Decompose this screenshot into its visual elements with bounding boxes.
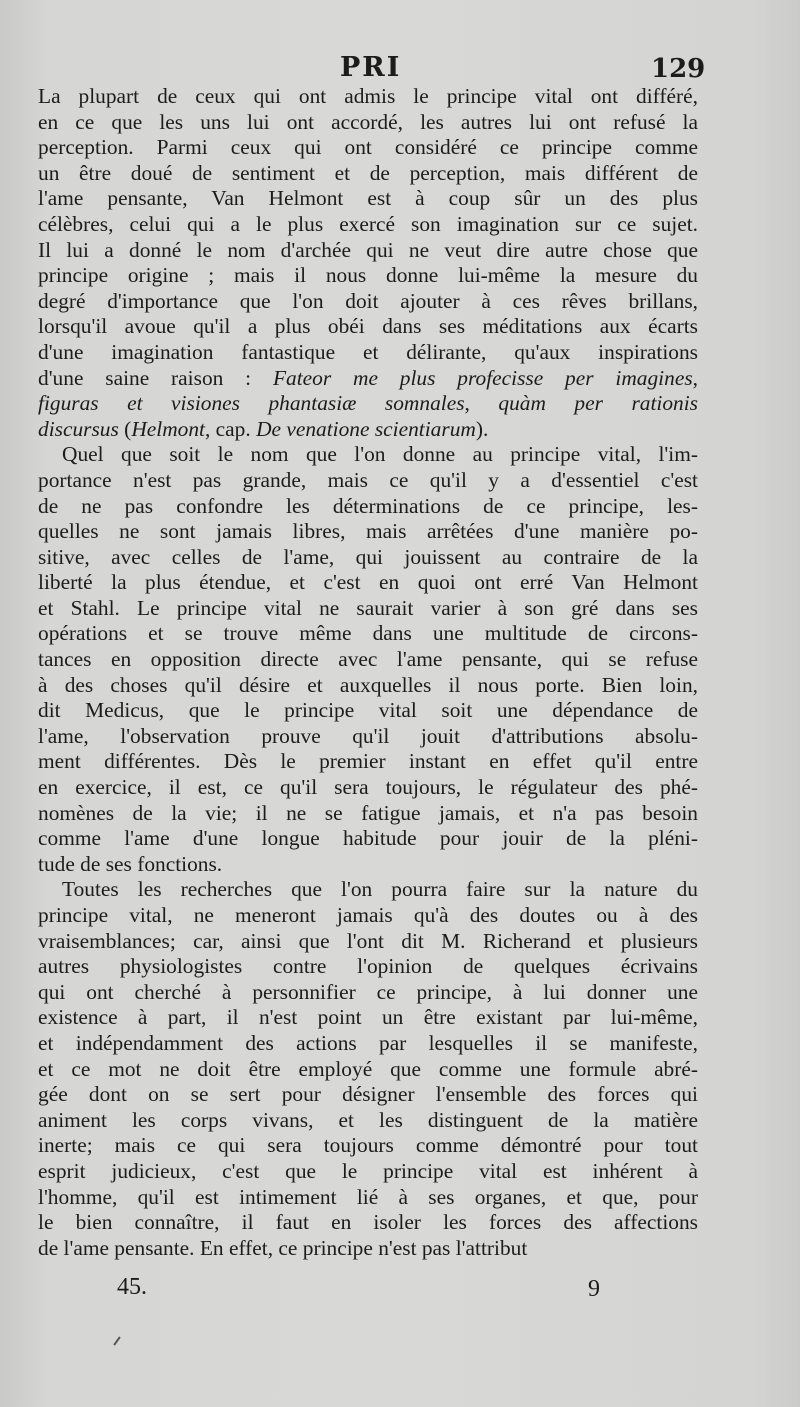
text-line: à des choses qu'il désire et auxquelles il nous porte. Bien loin, xyxy=(38,672,698,697)
text-line: animent les corps vivans, et les distinguent de la matière xyxy=(38,1107,698,1132)
text-line: et ce mot ne doit être employé que comme une formule abré- xyxy=(38,1056,698,1081)
text-line: existence à part, il n'est point un être existant par lui-même, xyxy=(38,1005,698,1030)
text-line: liberté la plus étendue, et c'est en quoi ont erré Van Helmont xyxy=(38,570,698,595)
running-head-title: PRI xyxy=(340,52,402,83)
text-line: d'une imagination fantastique et délirante, qu'aux inspirations xyxy=(38,339,698,364)
text-line: degré d'importance que l'on doit ajouter à ces rêves brillans, xyxy=(38,288,698,313)
text-line: en ce que les uns lui ont accordé, les autres lui ont refusé la xyxy=(38,109,698,134)
text-line: l'homme, qu'il est intimement lié à ses organes, et que, pour xyxy=(38,1184,698,1209)
text-line: perception. Parmi ceux qui ont considéré ce principe comme xyxy=(38,135,698,160)
text-line: en exercice, il est, ce qu'il sera toujours, le régulateur des phé- xyxy=(38,775,698,800)
text-line: portance n'est pas grande, mais ce qu'il y a d'essentiel c'est xyxy=(38,467,698,492)
text-line: Toutes les recherches que l'on pourra faire sur la nature du xyxy=(62,877,698,902)
text-line: dit Medicus, que le principe vital soit une dépendance de xyxy=(38,698,698,723)
text-line: et indépendamment des actions par lesquelles il se manifeste, xyxy=(38,1030,698,1055)
signature-mark-left: 45. xyxy=(117,1274,147,1300)
text-line: l'ame pensante, Van Helmont est à coup sûr un des plus xyxy=(38,186,698,211)
text-line: tances en opposition directe avec l'ame pensante, qui se refuse xyxy=(38,647,698,672)
text-line: quelles ne sont jamais libres, mais arrêtées d'une manière po- xyxy=(38,519,698,544)
text-line: lorsqu'il avoue qu'il a plus obéi dans ses méditations aux écarts xyxy=(38,314,698,339)
text-line: qui ont cherché à personnifier ce principe, à lui donner une xyxy=(38,979,698,1004)
page-footer xyxy=(0,1272,800,1312)
text-line: Quel que soit le nom que l'on donne au principe vital, l'im- xyxy=(62,442,698,467)
text-line: nomènes de la vie; il ne se fatigue jamais, et n'a pas besoin xyxy=(38,800,698,825)
text-line: un être doué de sentiment et de perception, mais différent de xyxy=(38,160,698,185)
text-line: esprit judicieux, c'est que le principe vital est inhérent à xyxy=(38,1158,698,1183)
text-line: ment différentes. Dès le premier instant en effet qu'il entre xyxy=(38,749,698,774)
text-line: discursus (Helmont, cap. De venatione scientiarum). xyxy=(38,416,489,441)
signature-mark-right: 9 xyxy=(588,1276,600,1302)
text-line: gée dont on se sert pour désigner l'ensemble des forces qui xyxy=(38,1082,698,1107)
text-line: d'une saine raison : Fateor me plus profecisse per imagines, xyxy=(38,365,698,390)
text-line: l'ame, l'observation prouve qu'il jouit d'attributions absolu- xyxy=(38,723,698,748)
text-line: inerte; mais ce qui sera toujours comme démontré pour tout xyxy=(38,1133,698,1158)
text-line: autres physiologistes contre l'opinion de quelques écrivains xyxy=(38,954,698,979)
text-line: Il lui a donné le nom d'archée qui ne veut dire autre chose que xyxy=(38,237,698,262)
text-line: comme l'ame d'une longue habitude pour jouir de la pléni- xyxy=(38,826,698,851)
text-line: et Stahl. Le principe vital ne saurait varier à son gré dans ses xyxy=(38,595,698,620)
text-line: opérations et se trouve même dans une multitude de circons- xyxy=(38,621,698,646)
text-line: le bien connaître, il faut en isoler les forces des affections xyxy=(38,1210,698,1235)
text-line: principe vital, ne meneront jamais qu'à des doutes ou à des xyxy=(38,903,698,927)
text-line: principe origine ; mais il nous donne lui-même la mesure du xyxy=(38,263,698,288)
body-text xyxy=(38,84,698,1261)
text-line: sitive, avec celles de l'ame, qui jouissent au contraire de la xyxy=(38,544,698,569)
text-line: vraisemblances; car, ainsi que l'ont dit M. Richerand et plusieurs xyxy=(38,928,698,953)
page-number: 129 xyxy=(651,54,706,84)
text-line: de ne pas confondre les déterminations de ce principe, les- xyxy=(38,493,698,518)
text-line: de l'ame pensante. En effet, ce principe n'est pas l'attribut xyxy=(38,1235,528,1260)
text-line: tude de ses fonctions. xyxy=(38,851,223,876)
text-line: célèbres, celui qui a le plus exercé son imagination sur ce sujet. xyxy=(38,211,698,236)
running-head xyxy=(0,52,800,88)
text-line: La plupart de ceux qui ont admis le principe vital ont différé, xyxy=(38,84,698,108)
stray-mark xyxy=(113,1336,120,1345)
text-line: figuras et visiones phantasiæ somnales, quàm per rationis xyxy=(38,391,699,416)
